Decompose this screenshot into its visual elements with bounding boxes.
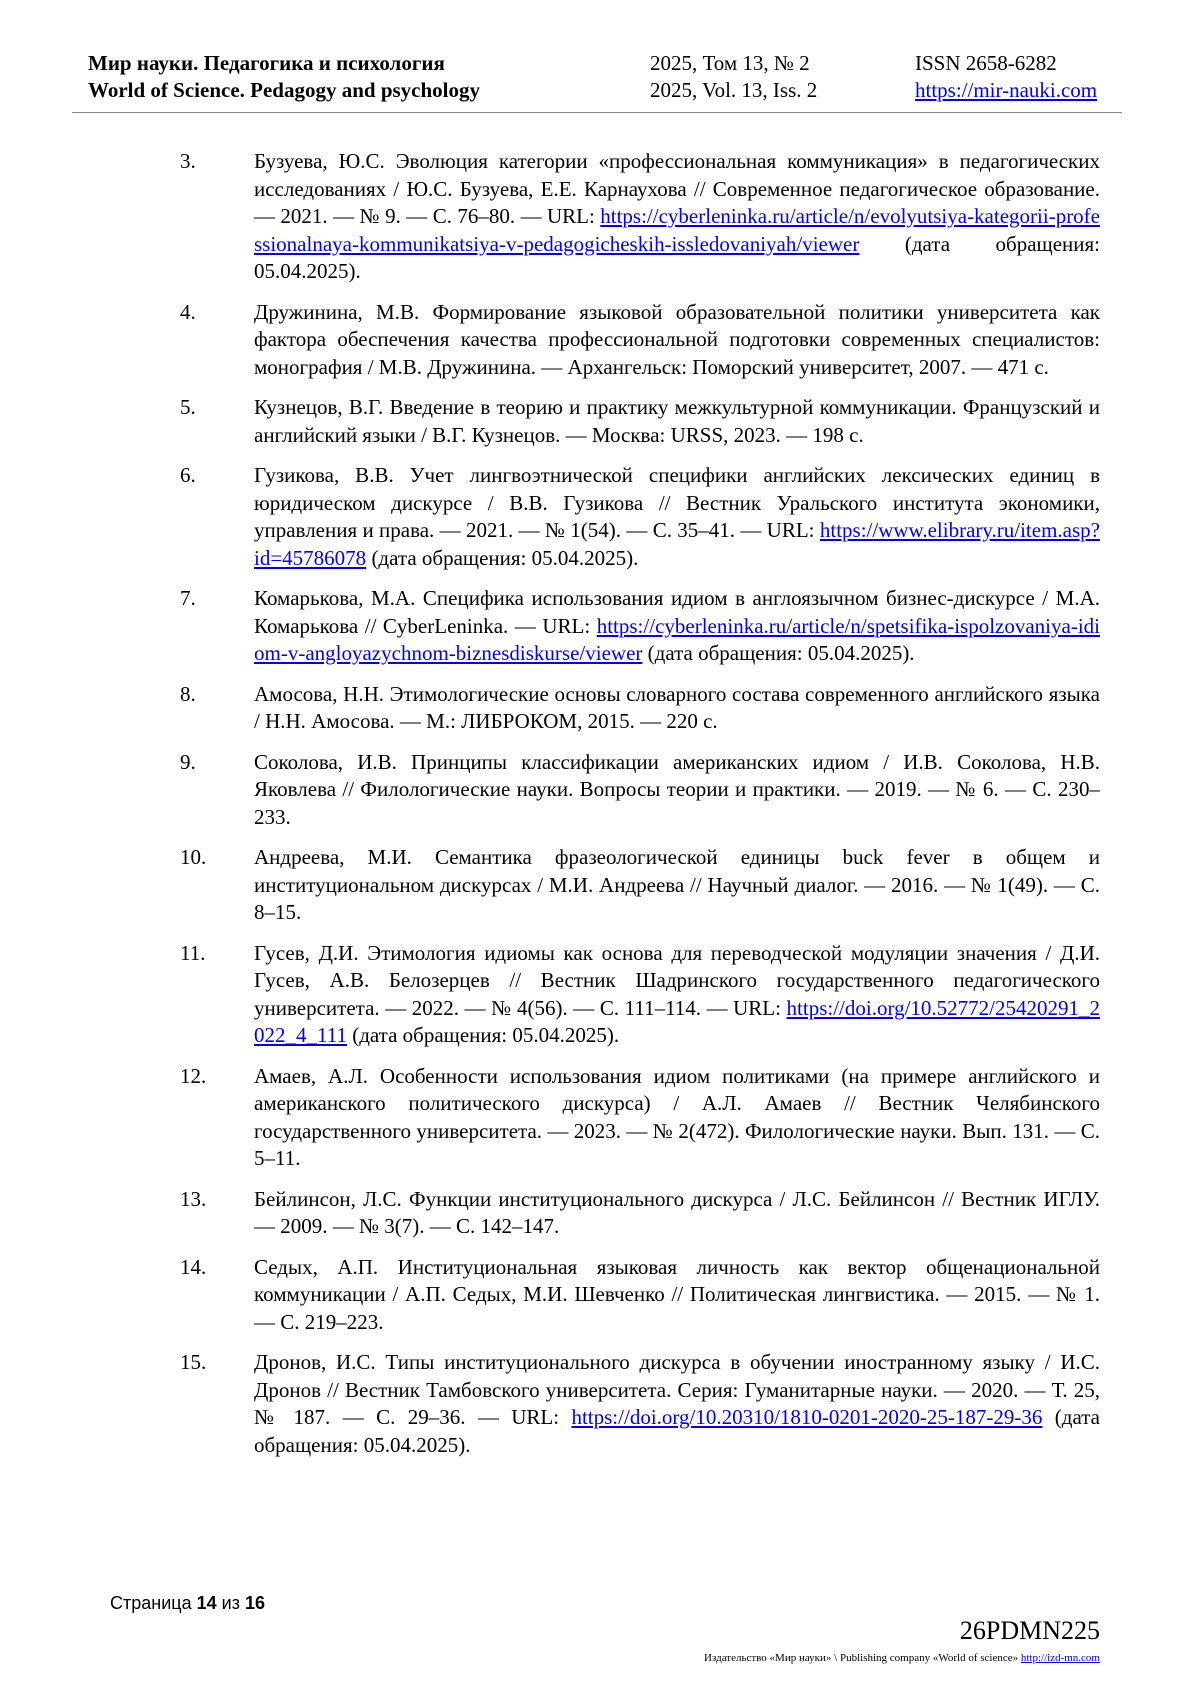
reference-text: Комарькова, М.А. Специфика использования идиом в англоязычном бизнес-дискурсе / М.А. Комарькова // CyberLeninka. — URL:: [254, 586, 1100, 638]
header-divider: [72, 112, 1122, 113]
reference-number: 6.: [180, 463, 196, 487]
reference-number: 11.: [180, 940, 206, 965]
reference-access-date: (дата обращения: 05.04.2025).: [254, 231, 1100, 283]
issue-en: 2025, Vol. 13, Iss. 2: [650, 78, 818, 102]
reference-text: Соколова, И.В. Принципы классификации американских идиом / И.В. Соколова, Н.В. Яковлева // Филологические науки. Вопросы теории и практики. — 2019. — № 6. — С. 230–233.: [254, 749, 1100, 829]
reference-item: [180, 1186, 1100, 1241]
reference-item: [180, 1063, 1100, 1173]
reference-item: [180, 585, 1100, 668]
reference-number: 12.: [180, 1063, 207, 1088]
reference-item: [180, 940, 1100, 1050]
reference-number: 15.: [180, 1350, 207, 1374]
reference-access-date: (дата обращения: 05.04.2025).: [366, 545, 639, 570]
issue-block: [650, 50, 817, 104]
reference-link[interactable]: https://doi.org/10.20310/1810-0201-2020-25-187-29-36: [571, 1405, 1043, 1429]
reference-link[interactable]: https://cyberleninka.ru/article/n/spetsifika-ispolzovaniya-idiom-v-angloyazychnom-biznesdiskurse/viewer: [254, 613, 1100, 665]
reference-text: Кузнецов, В.Г. Введение в теорию и практику межкультурной коммуникации. Французский и английский языки / В.Г. Кузнецов. — Москва: URSS, 2023. — 198 с.: [254, 395, 1100, 447]
reference-number: 3.: [180, 149, 196, 173]
reference-number: 8.: [180, 681, 196, 706]
journal-title-ru: Мир науки. Педагогика и психология: [88, 51, 445, 75]
page-of: из: [221, 1593, 240, 1613]
page-label: Страница: [110, 1593, 192, 1613]
reference-access-date: (дата обращения: 05.04.2025).: [254, 1405, 1100, 1457]
issue-ru: 2025, Том 13, № 2: [650, 51, 810, 75]
reference-access-date: (дата обращения: 05.04.2025).: [642, 641, 915, 665]
reference-link[interactable]: https://www.elibrary.ru/item.asp?id=45786078: [254, 518, 1100, 570]
reference-text: Дронов, И.С. Типы институционального дискурса в обучении иностранному языку / И.С. Дронов // Вестник Тамбовского университета. Серия: Гуманитарные науки. — 2020. — Т. 25, № 187. — С. 29–36. — URL:: [254, 1350, 1100, 1429]
page-total: 16: [244, 1593, 266, 1613]
reference-text: Гузикова, В.В. Учет лингвоэтнической специфики английских лексических единиц в юридическом дискурсе / В.В. Гузикова // Вестник Уральского института экономики, управления и права. — 2021. — № 1(54). — С. 35–41. — URL:: [254, 463, 1100, 542]
reference-text: Андреева, М.И. Семантика фразеологической единицы buck fever в общем и институциональном дискурсах / М.И. Андреева // Научный диалог. — 2016. — № 1(49). — С. 8–15.: [254, 845, 1100, 924]
reference-item: [180, 299, 1100, 382]
reference-item: [180, 844, 1100, 927]
reference-item: [180, 462, 1100, 572]
reference-link[interactable]: https://cyberleninka.ru/article/n/evolyutsiya-kategorii-professionalnaya-kommunikatsiya-v-pedagogicheskih-issledovaniyah/viewer: [254, 204, 1100, 256]
reference-number: 5.: [180, 395, 196, 419]
reference-text: Бейлинсон, Л.С. Функции институционального дискурса / Л.С. Бейлинсон // Вестник ИГЛУ. — 2009. — № 3(7). — С. 142–147.: [254, 1186, 1100, 1238]
reference-item: [180, 681, 1100, 736]
journal-site-link[interactable]: https://mir-nauki.com: [915, 78, 1098, 102]
reference-link[interactable]: https://doi.org/10.52772/25420291_2022_4_111: [254, 995, 1100, 1047]
issn-block: [915, 50, 1097, 104]
reference-item: [180, 394, 1100, 449]
reference-text: Седых, А.П. Институциональная языковая личность как вектор общенациональной коммуникации / А.П. Седых, М.И. Шевченко // Политическая лингвистика. — 2015. — № 1. — С. 219–223.: [254, 1254, 1100, 1334]
reference-number: 13.: [180, 1186, 207, 1211]
reference-text: Гусев, Д.И. Этимология идиомы как основа для переводческой модуляции значения / Д.И. Гусев, А.В. Белозерцев // Вестник Шадринского государственного педагогического университета. — 2022. — № 4(56). — С. 111–114. — URL:: [254, 940, 1100, 1020]
article-code: 26PDMN225: [959, 1616, 1100, 1645]
journal-title-block: [88, 50, 480, 104]
page-current: 14: [196, 1593, 217, 1613]
reference-item: [180, 749, 1100, 832]
reference-access-date: (дата обращения: 05.04.2025).: [346, 1023, 620, 1047]
reference-item: [180, 1349, 1100, 1459]
reference-text: Амаев, А.Л. Особенности использования идиом политиками (на примере английского и американского политического дискурса) / А.Л. Амаев // Вестник Челябинского государственного университета. — 2023. — № 2(472). Филологические науки. Вып. 131. — С. 5–11.: [254, 1063, 1100, 1170]
reference-number: 7.: [180, 586, 196, 610]
reference-number: 10.: [180, 845, 207, 869]
reference-text: Бузуева, Ю.С. Эволюция категории «профессиональная коммуникация» в педагогических исследованиях / Ю.С. Бузуева, Е.Е. Карнаухова // Современное педагогическое образование. — 2021. — № 9. — С. 76–80. — URL:: [254, 149, 1100, 228]
reference-item: [180, 148, 1100, 286]
reference-text: Амосова, Н.Н. Этимологические основы словарного состава современного английского языка / Н.Н. Амосова. — М.: ЛИБРОКОМ, 2015. — 220 с.: [254, 681, 1100, 733]
publisher-text: Издательство «Мир науки» \ Publishing company «World of science»: [704, 1652, 1021, 1664]
reference-text: Дружинина, М.В. Формирование языковой образовательной политики университета как фактора обеспечения качества профессиональной подготовки современных специалистов: монография / М.В. Дружинина. — Архангельск: Поморский университет, 2007. — 471 с.: [254, 299, 1100, 379]
reference-number: 4.: [180, 299, 196, 324]
publisher-link[interactable]: http://izd-mn.com: [1020, 1652, 1100, 1664]
page-counter: [110, 1593, 265, 1614]
publisher-line: [704, 1652, 1100, 1664]
reference-number: 9.: [180, 749, 196, 774]
journal-title-en: World of Science. Pedagogy and psychology: [88, 78, 481, 102]
reference-item: [180, 1254, 1100, 1337]
reference-number: 14.: [180, 1254, 207, 1279]
reference-list: [180, 148, 1100, 1472]
issn: ISSN 2658-6282: [915, 51, 1057, 75]
